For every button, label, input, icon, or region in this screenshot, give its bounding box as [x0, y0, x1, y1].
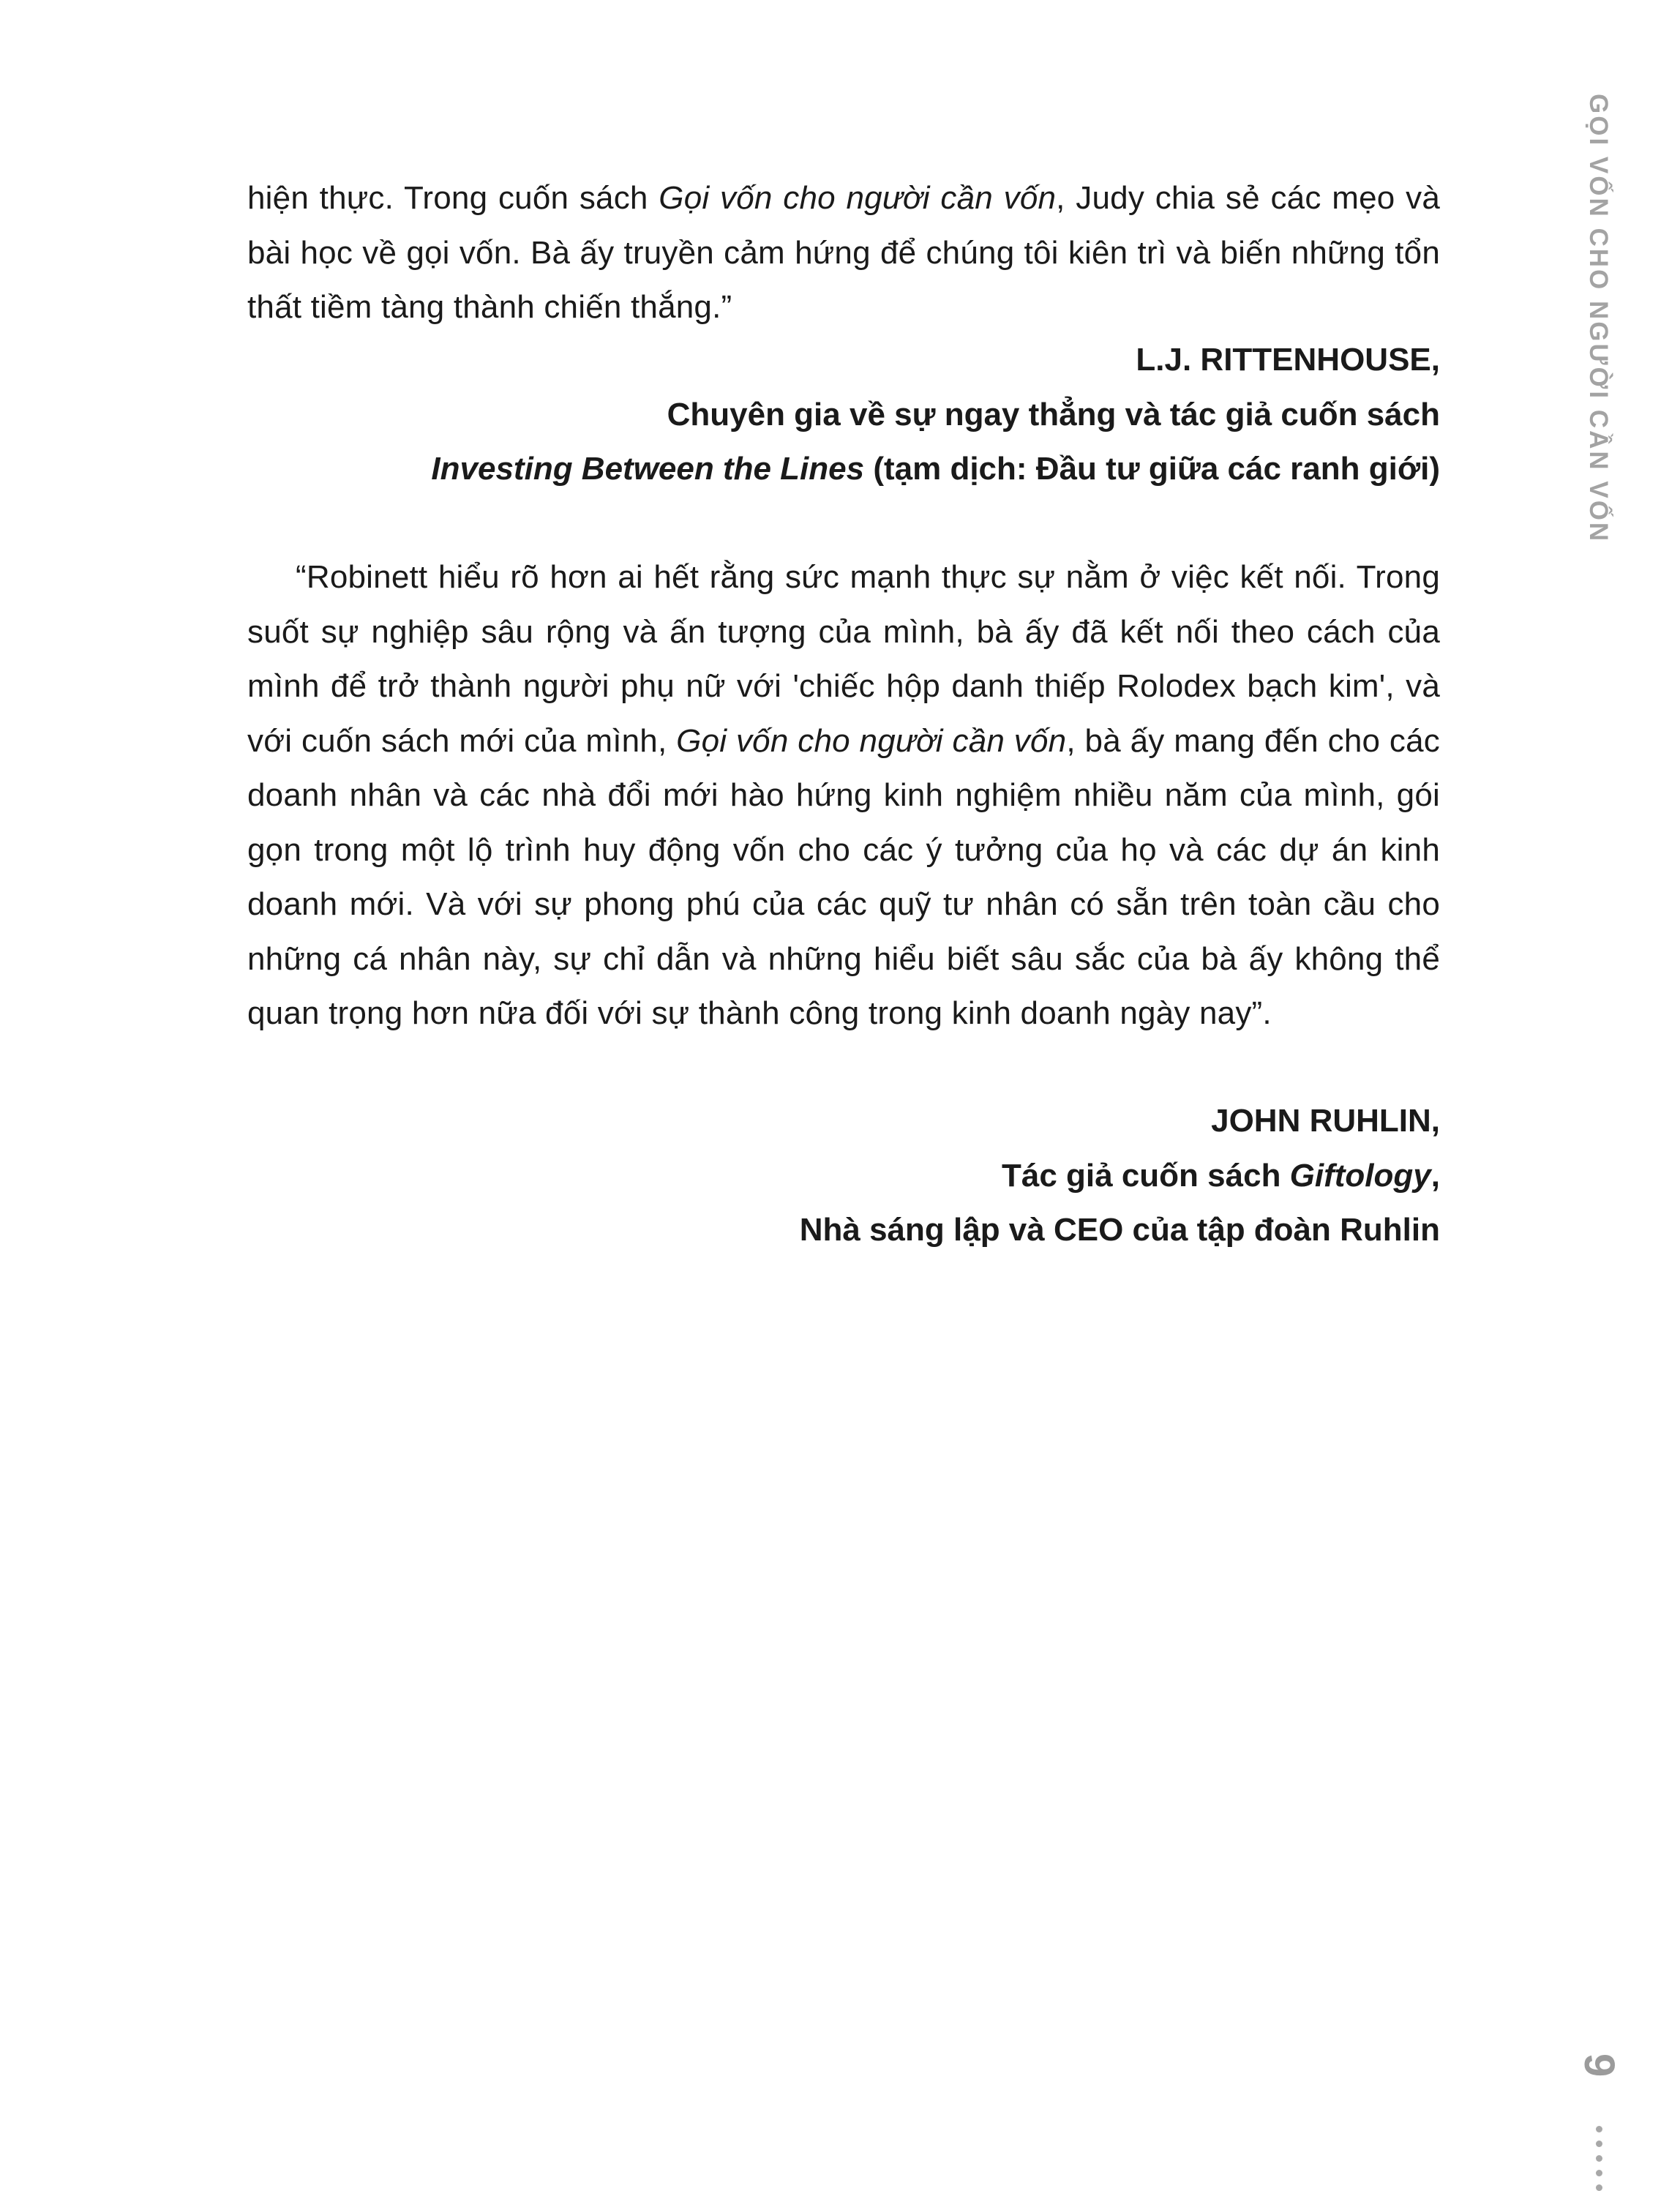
dot — [1596, 2184, 1602, 2191]
dot — [1596, 2155, 1602, 2162]
author-role: Tác giả cuốn sách Giftology, — [1001, 1157, 1440, 1194]
folio-dots-ornament — [1592, 2126, 1605, 2191]
running-head-text: GỌI VỐN CHO NGƯỜI CẦN VỐN — [1584, 94, 1613, 544]
author-role: Chuyên gia về sự ngay thẳng và tác giả cuốn sách — [667, 396, 1440, 432]
dot — [1596, 2170, 1602, 2176]
testimonial-1-quote — [247, 171, 1440, 335]
author-book-title: Investing Between the Lines — [431, 451, 865, 487]
author-book-translation: (tạm dịch: Đầu tư giữa các ranh giới) — [864, 451, 1440, 487]
page-number-text: 9 — [1575, 2053, 1623, 2078]
testimonial-1-paragraph: hiện thực. Trong cuốn sách Gọi vốn cho người cần vốn, Judy chia sẻ các mẹo và bài học về gọi vốn. Bà ấy truyền cảm hứng để chúng tôi kiên trì và biến những tổn thất tiềm tàng thành chiến thắng.” — [247, 180, 1440, 325]
author-position: Nhà sáng lập và CEO của tập đoàn Ruhlin — [799, 1212, 1440, 1248]
author-name: L.J. RITTENHOUSE, — [1136, 342, 1440, 378]
testimonial-2-attribution — [196, 1094, 1440, 1258]
book-title-italic: Gọi vốn cho người cần vốn — [676, 722, 1067, 759]
running-head — [1572, 94, 1624, 577]
dot — [1596, 2126, 1602, 2132]
testimonial-1-attribution — [196, 333, 1440, 497]
page-number — [1573, 2053, 1624, 2112]
testimonial-2-paragraph: “Robinett hiểu rõ hơn ai hết rằng sức mạnh thực sự nằm ở việc kết nối. Trong suốt sự nghiệp sâu rộng và ấn tượng của mình, bà ấy đã kết nối theo cách của mình để trở thành người phụ nữ với 'chiếc hộp danh thiếp Rolodex bạch kim', và với cuốn sách mới của mình, Gọi vốn cho người cần vốn, bà ấy mang đến cho các doanh nhân và các nhà đổi mới hào hứng kinh nghiệm nhiều năm của mình, gói gọn trong một lộ trình huy động vốn cho các ý tưởng của họ và các dự án kinh doanh mới. Và với sự phong phú của các quỹ tư nhân có sẵn trên toàn cầu cho những cá nhân này, sự chỉ dẫn và những hiểu biết sâu sắc của bà ấy không thể quan trọng hơn nữa đối với sự thành công trong kinh doanh ngày nay”. — [247, 559, 1440, 1031]
author-book-title: Giftology — [1289, 1157, 1431, 1194]
testimonial-2-quote — [247, 550, 1440, 1041]
author-name: JOHN RUHLIN, — [1211, 1103, 1440, 1139]
dot — [1596, 2141, 1602, 2147]
book-title-italic: Gọi vốn cho người cần vốn — [659, 180, 1057, 216]
author-book — [196, 442, 1440, 497]
